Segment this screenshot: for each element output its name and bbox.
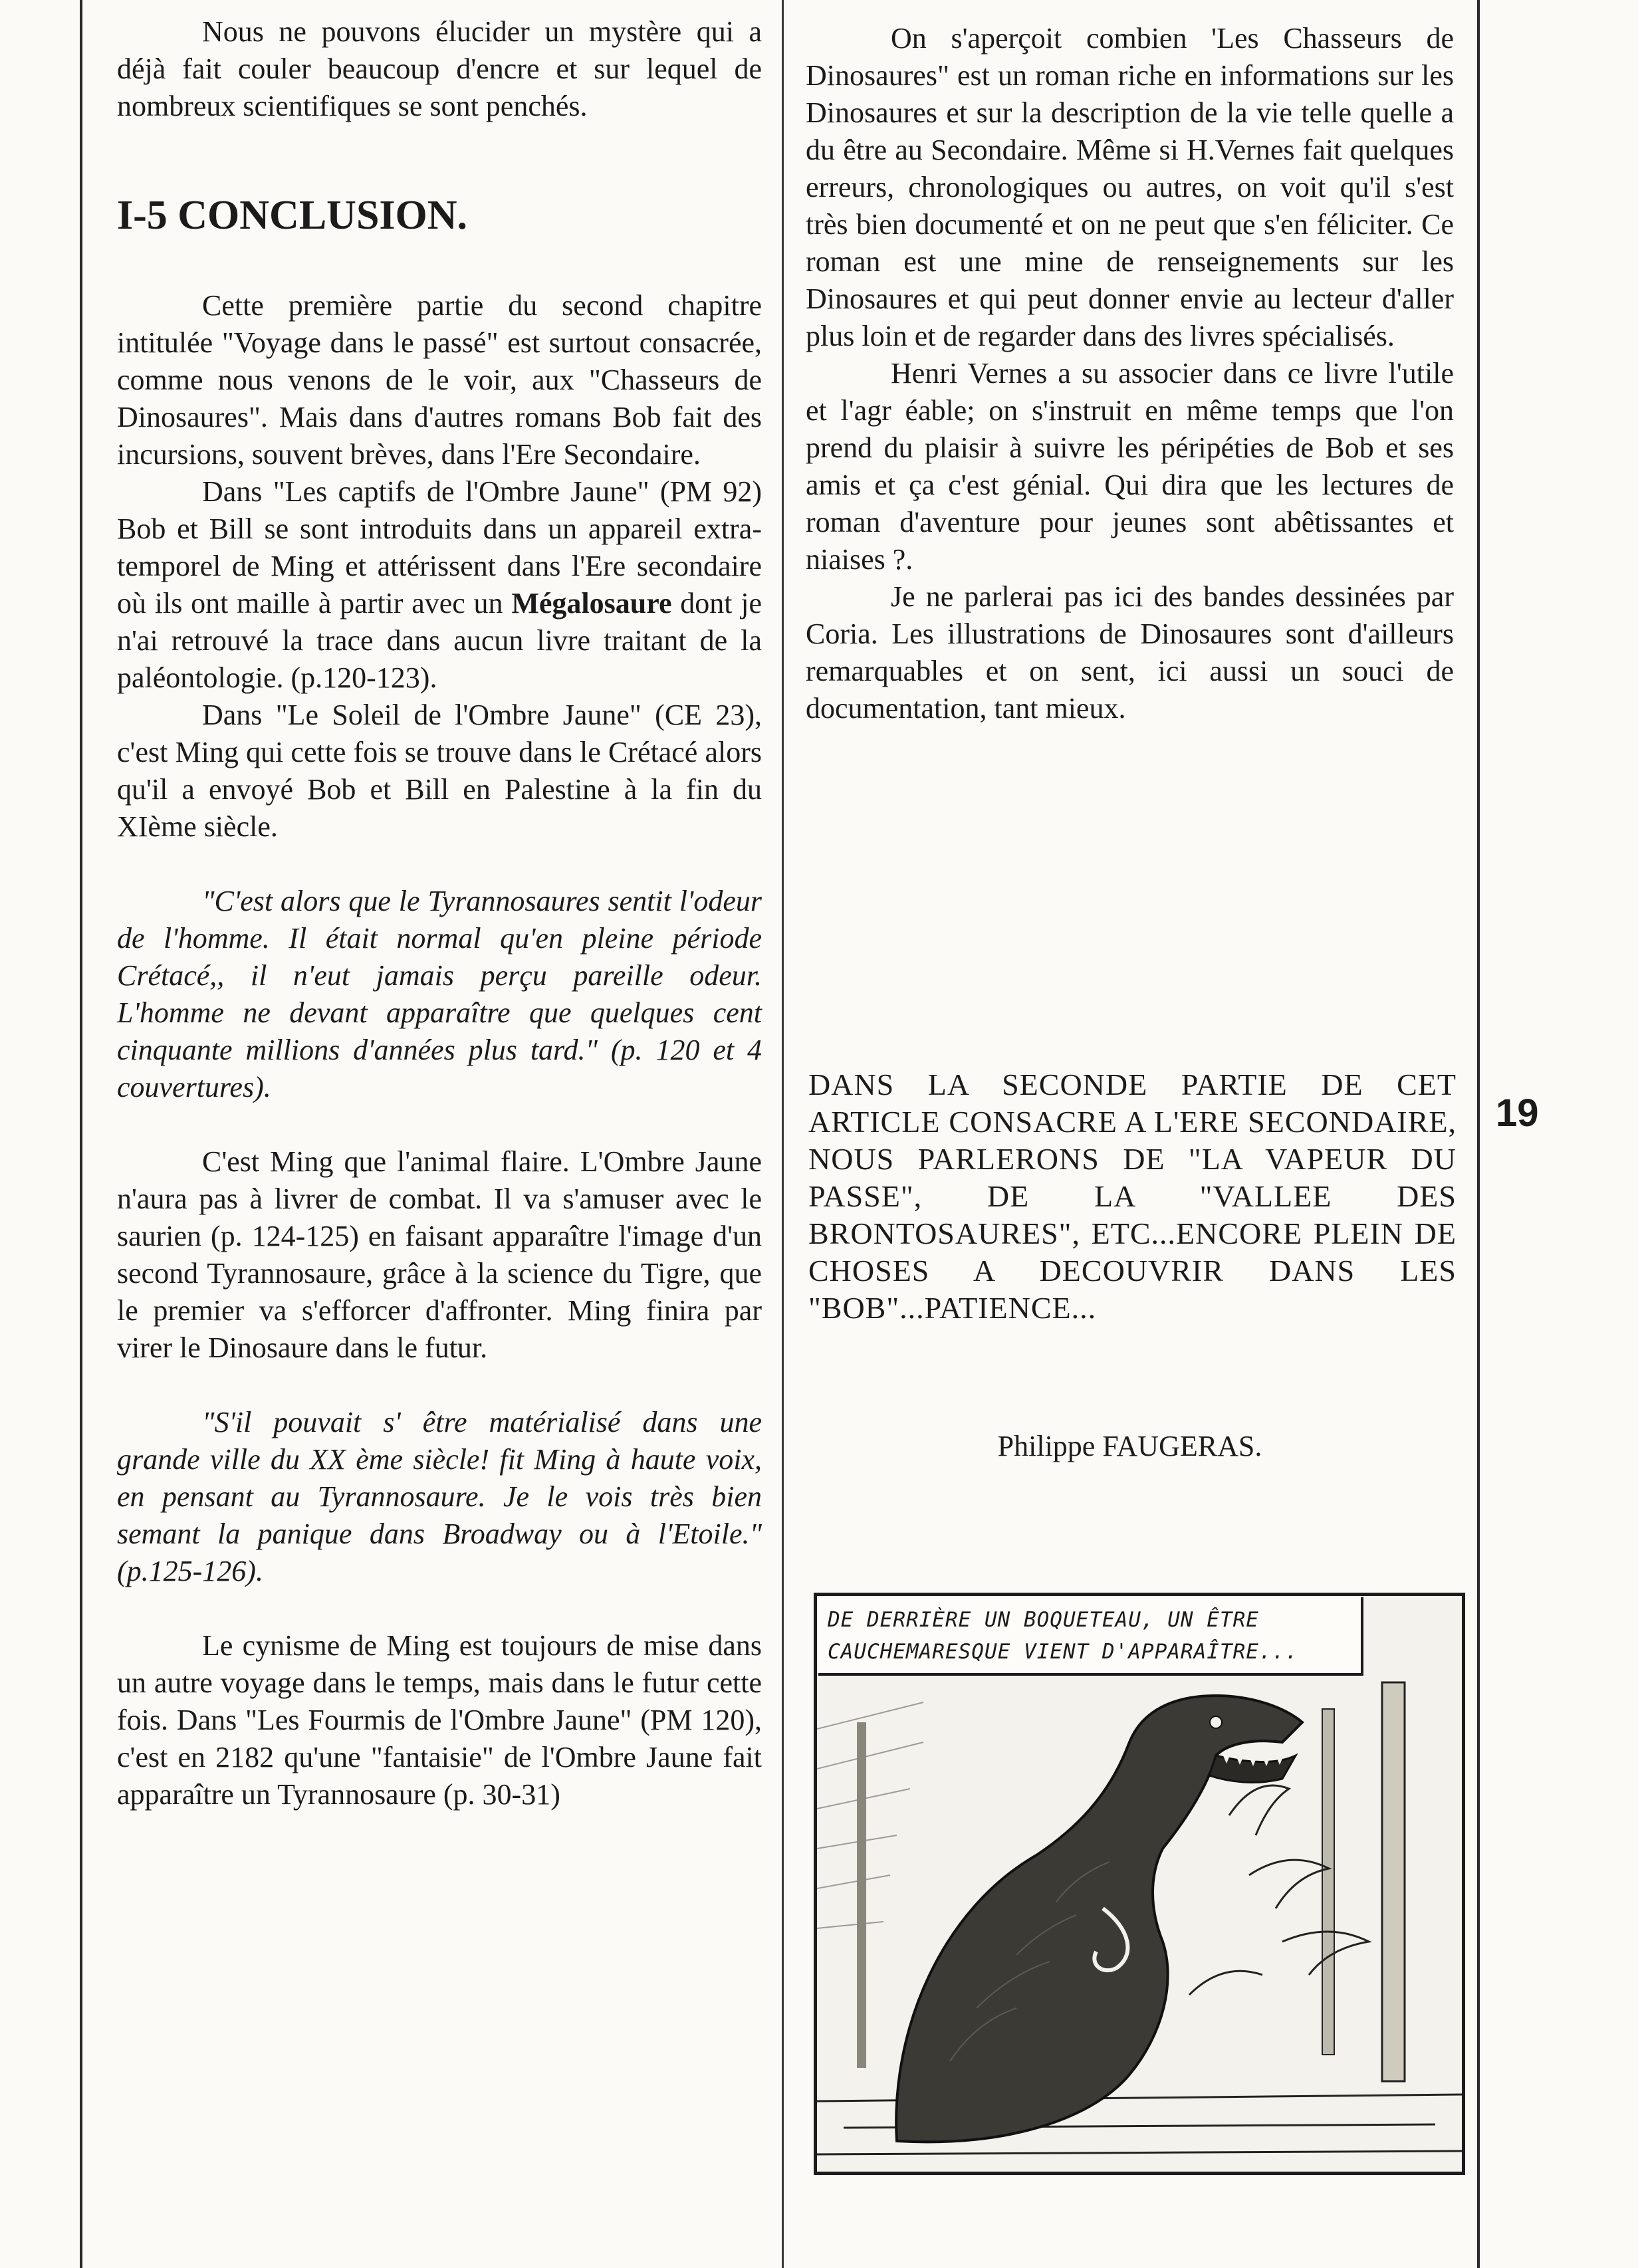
paragraph: On s'aperçoit combien 'Les Chasseurs de Dinosaures" est un roman riche en informations sur les Dinosaures et sur la description de la vie telle quelle a du être au Secondaire. Même si H.Vernes fait quelques erreurs, chronologiques ou autres, on voit qu'il s'est très bien documenté et on ne peut que s'en féliciter. Ce roman est une mine de renseignements sur les Dinosaures et qui peut donner envie au lecteur d'aller plus loin et de regarder dans des livres spécialisés. bbox=[806, 22, 1454, 352]
left-page-border bbox=[80, 0, 82, 2268]
comic-panel bbox=[814, 1593, 1465, 2175]
paragraph: Dans "Le Soleil de l'Ombre Jaune" (CE 23), c'est Ming qui cette fois se trouve dans le Crétacé alors qu'il a envoyé Bob et Bill en Palestine à la fin du XIème siècle. bbox=[117, 699, 762, 843]
paragraph: Cette première partie du second chapitre intitulée "Voyage dans le passé" est surtout consacrée, comme nous venons de le voir, aux "Chasseurs de Dinosaures". Mais dans d'autres romans Bob fait des incursions, souvent brèves, dans l'Ere Secondaire. bbox=[117, 289, 762, 471]
quote-block: "S'il pouvait s' être matérialisé dans une grande ville du XX ème siècle! fit Ming à haute voix, en pensant au Tyrannosaure. Je le vois très bien semant la panique dans Broadway ou à l'Etoile."(p.125-126). bbox=[117, 1406, 762, 1587]
paragraph: Le cynisme de Ming est toujours de mise dans un autre voyage dans le temps, mais dans le futur cette fois. Dans "Les Fourmis de l'Ombre Jaune" (PM 120), c'est en 2182 qu'une "fantaisie" de l'Ombre Jaune fait apparaître un Tyrannosaure (p. 30-31) bbox=[117, 1629, 762, 1811]
left-column bbox=[117, 13, 762, 1813]
right-column bbox=[806, 20, 1454, 727]
paragraph: C'est Ming que l'animal flaire. L'Ombre Jaune n'aura pas à livrer de combat. Il va s'amuser avec le saurien (p. 124-125) en faisant apparaître l'image d'un second Tyrannosaure, grâce à la science du Tigre, que le premier va s'efforcer d'affronter. Ming finira par virer le Dinosaure dans le futur. bbox=[117, 1145, 762, 1364]
paragraph bbox=[117, 473, 762, 697]
quote-block: "C'est alors que le Tyrannosaures sentit l'odeur de l'homme. Il était normal qu'en pleine période Crétacé,, il n'eut jamais perçu pareille odeur. L'homme ne devant apparaître que quelques cent cinquante millions d'années plus tard." (p. 120 et 4 couvertures). bbox=[117, 885, 762, 1103]
paragraph-text: Dans "Les captifs de l'Ombre Jaune" (PM 92) Bob et Bill se sont introduits dans un appareil extra-temporel de Ming et attérissent dans l'Ere secondaire où ils ont maille à partir avec un bbox=[117, 475, 762, 620]
dinosaur-illustration bbox=[817, 1596, 1462, 2172]
page-number: 19 bbox=[1496, 1091, 1539, 1135]
column-divider bbox=[782, 0, 784, 2268]
caption-line: CAUCHEMARESQUE VIENT D'APPARAÎTRE... bbox=[828, 1640, 1298, 1664]
caption-line: DE DERRIÈRE UN BOQUETEAU, UN ÊTRE bbox=[828, 1608, 1259, 1632]
next-part-announcement: DANS LA SECONDE PARTIE DE CET ARTICLE CONSACRE A L'ERE SECONDAIRE, NOUS PARLERONS DE "LA VAPEUR DU PASSE", DE LA "VALLEE DES BRONTOSAURES", ETC...ENCORE PLEIN DE CHOSES A DECOUVRIR DANS LES "BOB"...PATIENCE... bbox=[808, 1068, 1457, 1325]
paragraph-text: dont je n'ai retrouvé la trace dans aucun livre traitant de la paléontologie. (p.120-123). bbox=[117, 587, 762, 694]
author-signature: Philippe FAUGERAS. bbox=[997, 1430, 1262, 1462]
paragraph: Henri Vernes a su associer dans ce livre l'utile et l'agr éable; on s'instruit en même temps que l'on prend du plaisir à suivre les péripéties de Bob et ses amis et ça c'est génial. Qui dira que les lectures de roman d'aventure pour jeunes sont abêtissantes et niaises ?. bbox=[806, 357, 1454, 576]
comic-caption bbox=[818, 1597, 1363, 1676]
paragraph: Je ne parlerai pas ici des bandes dessinées par Coria. Les illustrations de Dinosaures sont d'ailleurs remarquables et on sent, ici aussi un souci de documentation, tant mieux. bbox=[806, 580, 1454, 725]
bold-term: Mégalosaure bbox=[511, 587, 672, 620]
intro-paragraph: Nous ne pouvons élucider un mystère qui a déjà fait couler beaucoup d'encre et sur lequel de nombreux scientifiques se sont penchés. bbox=[117, 15, 762, 122]
section-heading: I-5 CONCLUSION. bbox=[117, 193, 468, 238]
right-page-border bbox=[1477, 0, 1480, 2268]
